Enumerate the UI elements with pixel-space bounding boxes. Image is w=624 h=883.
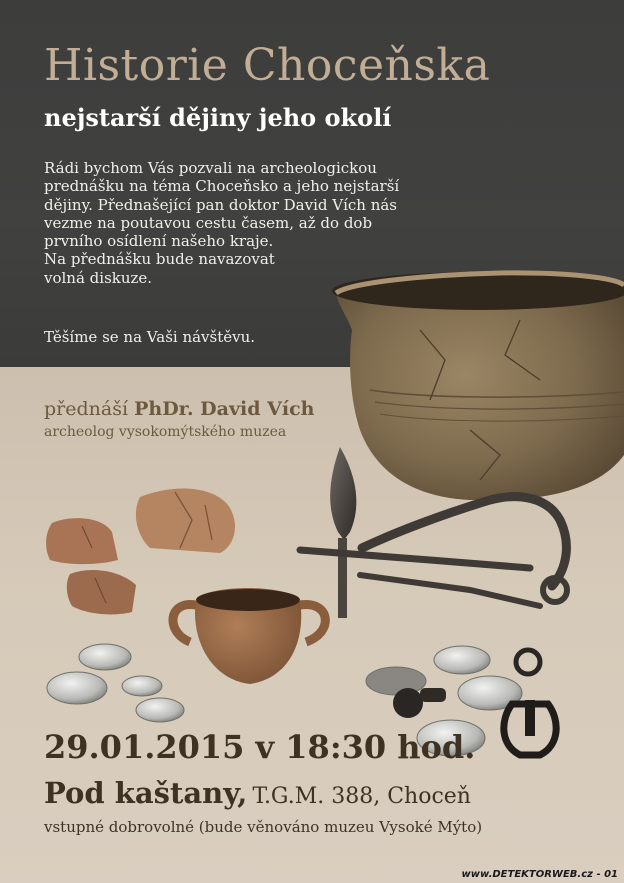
watermark: www.DETEKTORWEB.cz - 01 [461,869,618,880]
lecturer-prefix: přednáší [44,398,129,420]
intro-line: Na přednášku bude navazovat [44,250,275,269]
venue-address: T.G.M. 388, Choceň [252,784,471,809]
event-date: 29.01.2015 [44,728,245,766]
event-datetime [44,728,475,766]
lecturer-name: PhDr. David Vích [134,398,315,420]
admission-note: vstupné dobrovolné (bude věnováno muzeu Vysoké Mýto) [44,818,483,836]
invitation-paragraph [44,159,474,287]
intro-line: dějiny. Přednašející pan doktor David Vích nás [44,195,398,214]
clay-cup [173,588,325,684]
intro-line: prednášku na téma Choceňsko a jeho nejstarší [44,177,400,196]
event-date-connector: v [255,728,275,766]
page-title: Historie Choceňska [44,40,491,91]
event-venue [44,776,471,810]
lecturer-line [44,398,314,420]
intro-line: Rádi bychom Vás pozvali na archeologickou [44,159,377,177]
invite-text: Těšíme se na Vaši návštěvu. [44,328,256,346]
clay-pot [332,272,624,500]
venue-name: Pod kaštany, [44,776,248,810]
lecturer-role: archeolog vysokomýtského muzea [44,424,287,440]
event-time-suffix: hod. [397,728,476,766]
page-subtitle: nejstarší dějiny jeho okolí [44,103,392,132]
intro-line: vezme na poutavou cestu časem, až do dob [44,213,373,232]
event-time: 18:30 [285,728,387,766]
intro-line: prvního osídlení našeho kraje. [44,232,274,251]
intro-line: volná diskuze. [44,268,153,287]
iron-spearhead [330,447,356,618]
